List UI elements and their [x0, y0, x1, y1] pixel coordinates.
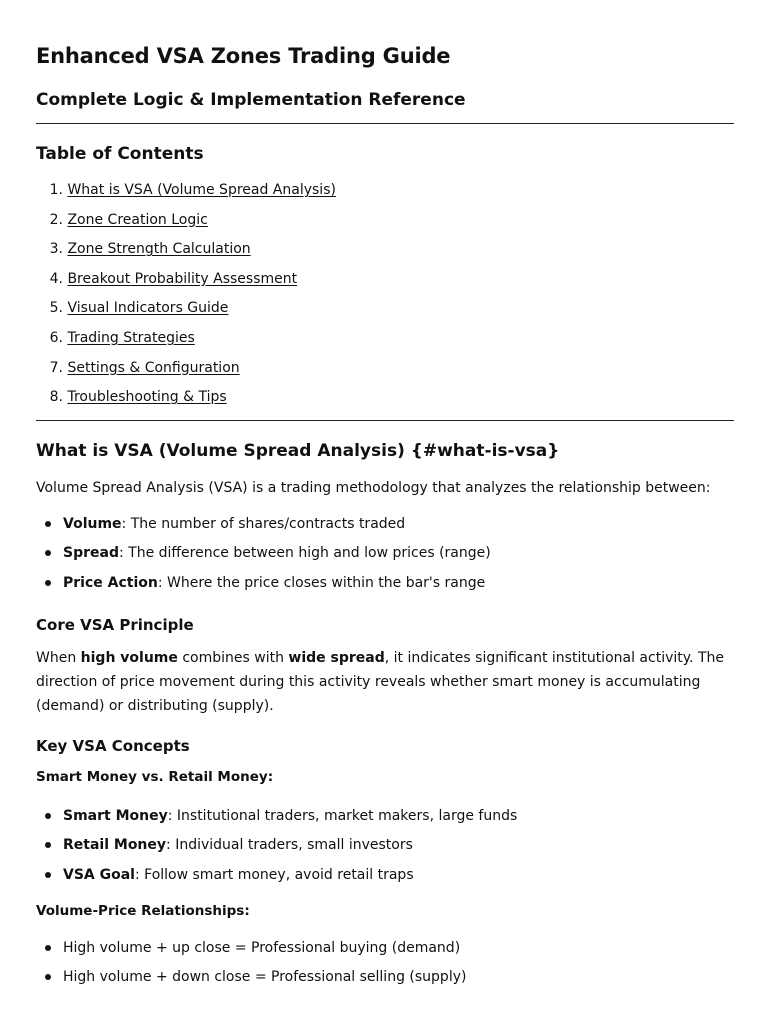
list-item — [36, 967, 466, 996]
paragraph-text: When — [36, 650, 81, 666]
toc-item — [36, 387, 336, 417]
paragraph-text: , it indicates significant institutional activity. The direction of price movement during this activity reveals whether smart money is accumulating (demand) or distributing (supply). — [36, 650, 724, 714]
toc-heading: Table of Contents — [36, 144, 204, 164]
section-intro: Volume Spread Analysis (VSA) is a trading methodology that analyzes the relationship between: — [36, 480, 711, 496]
toc-item-number: 6. — [49, 329, 63, 346]
volume-price-list — [36, 938, 466, 997]
list-item-text: : Where the price closes within the bar's range — [157, 574, 486, 591]
divider — [36, 123, 734, 124]
list-item — [36, 938, 466, 967]
toc-item — [36, 358, 336, 388]
core-principle-paragraph — [36, 646, 736, 718]
divider — [36, 420, 734, 421]
list-item-term: Smart Money — [63, 808, 168, 824]
smart-vs-retail-heading: Smart Money vs. Retail Money: — [36, 769, 274, 785]
list-item — [36, 835, 517, 864]
toc-item-number: 1. — [49, 182, 63, 198]
list-item — [36, 806, 517, 835]
paragraph-emphasis: high volume — [80, 650, 178, 666]
list-item — [36, 573, 491, 602]
list-item — [36, 865, 517, 894]
list-item — [36, 514, 491, 543]
toc-item — [36, 328, 336, 358]
bullet-dot — [45, 872, 51, 878]
toc-item — [36, 239, 336, 269]
list-item-text: : The difference between high and low prices (range) — [118, 545, 491, 562]
toc-link-breakout-probability[interactable]: Breakout Probability Assessment — [67, 270, 298, 287]
toc-link-zone-strength[interactable]: Zone Strength Calculation — [67, 241, 251, 258]
list-item-text: High volume + down close = Professional selling (supply) — [63, 969, 467, 986]
bullet-dot — [45, 813, 51, 819]
list-item-text: : The number of shares/contracts traded — [121, 516, 406, 532]
bullet-dot — [45, 521, 51, 527]
section-heading-what-is-vsa: What is VSA (Volume Spread Analysis) {#what-is-vsa} — [36, 441, 560, 461]
paragraph-emphasis: wide spread — [288, 650, 385, 666]
smart-vs-retail-list — [36, 806, 517, 894]
toc-item-number: 2. — [49, 211, 63, 228]
list-item-text: High volume + up close = Professional buying (demand) — [63, 940, 461, 956]
toc-link-settings[interactable]: Settings & Configuration — [67, 359, 240, 376]
document-subtitle: Complete Logic & Implementation Reference — [36, 90, 466, 110]
list-item-term: Retail Money — [63, 837, 167, 854]
toc-item — [36, 180, 336, 210]
toc-link-trading-strategies[interactable]: Trading Strategies — [67, 329, 195, 346]
toc-item — [36, 269, 336, 299]
toc-item-number: 7. — [49, 359, 63, 376]
toc-item-number: 3. — [49, 241, 63, 258]
toc-item — [36, 210, 336, 240]
vsa-components-list — [36, 514, 491, 602]
document-title: Enhanced VSA Zones Trading Guide — [36, 44, 451, 68]
toc-item — [36, 298, 336, 328]
bullet-dot — [45, 945, 51, 951]
toc-link-visual-indicators[interactable]: Visual Indicators Guide — [67, 300, 229, 317]
bullet-dot — [45, 550, 51, 556]
toc-link-troubleshooting[interactable]: Troubleshooting & Tips — [67, 389, 227, 406]
core-principle-heading: Core VSA Principle — [36, 616, 194, 634]
list-item-term: VSA Goal — [63, 866, 135, 883]
key-concepts-heading: Key VSA Concepts — [36, 737, 190, 755]
bullet-dot — [45, 580, 51, 586]
bullet-dot — [45, 974, 51, 980]
list-item-text: : Follow smart money, avoid retail traps — [134, 866, 414, 883]
list-item-term: Spread — [63, 545, 119, 562]
list-item-term: Volume — [63, 516, 122, 532]
list-item-text: : Individual traders, small investors — [166, 837, 413, 854]
toc-item-number: 5. — [49, 300, 63, 317]
list-item — [36, 543, 491, 572]
toc-item-number: 4. — [49, 270, 63, 287]
table-of-contents — [36, 180, 336, 417]
toc-item-number: 8. — [49, 389, 63, 406]
list-item-text: : Institutional traders, market makers, large funds — [167, 808, 518, 824]
bullet-dot — [45, 842, 51, 848]
list-item-term: Price Action — [63, 574, 158, 591]
paragraph-text: combines with — [177, 650, 289, 666]
toc-link-zone-creation[interactable]: Zone Creation Logic — [67, 211, 208, 228]
toc-link-what-is-vsa[interactable]: What is VSA (Volume Spread Analysis) — [67, 182, 336, 198]
volume-price-heading: Volume-Price Relationships: — [36, 903, 250, 919]
